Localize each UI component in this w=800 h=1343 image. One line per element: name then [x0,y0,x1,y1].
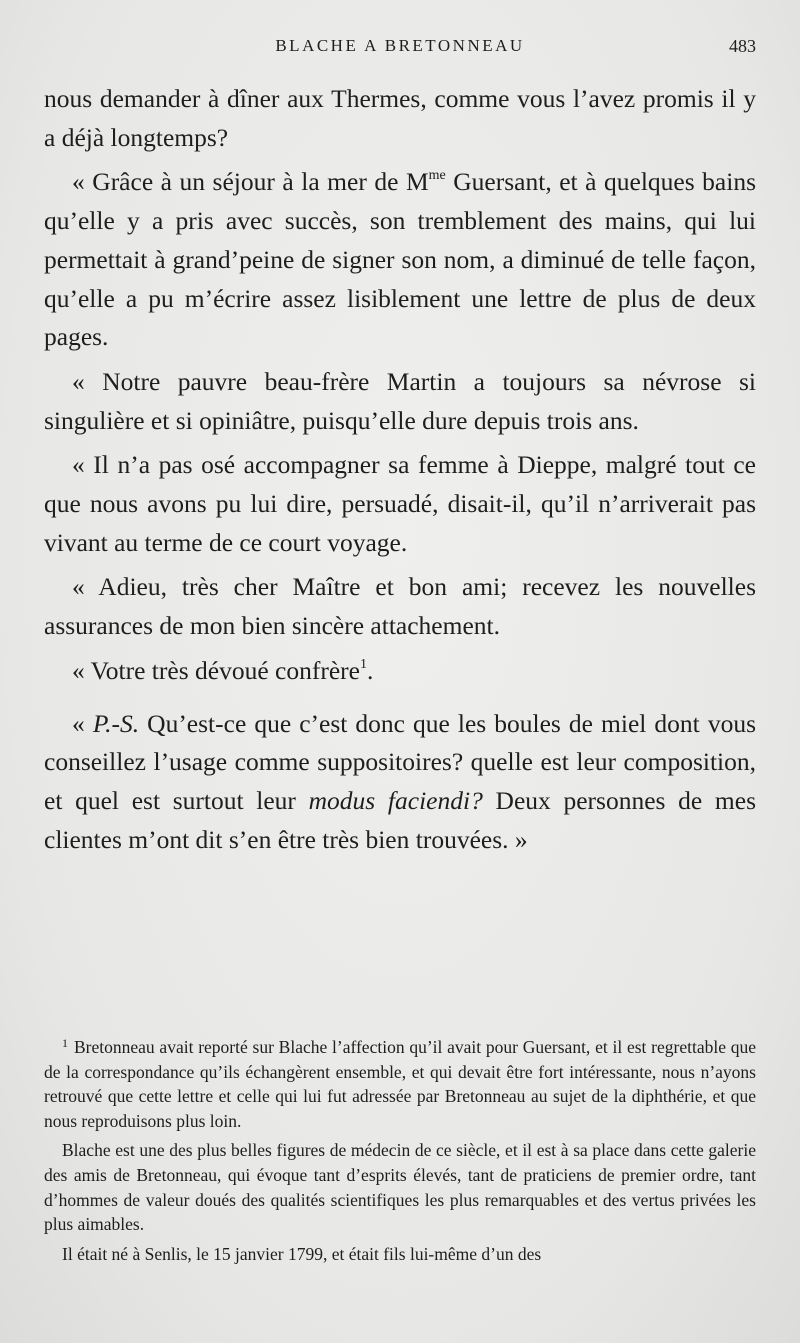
footnote-reference: 1 [359,656,367,672]
footnote: Il était né à Senlis, le 15 janvier 1799, et était fils lui-même d’un des [62,1243,542,1264]
footnotes [44,1035,756,1266]
paragraph: « Notre pauvre beau-frère Martin a toujours sa névrose si singulière et si opiniâtre, puisqu’elle dure depuis trois ans. [44,366,756,435]
footnote-marker: 1 [62,1036,68,1050]
superscript: me [428,168,446,184]
page-header [44,36,756,60]
page-number: 483 [729,36,756,56]
paragraph: « Grâce à un séjour à la mer de $M^{me}$ Guersant, et à quelques bains qu’elle y a pris avec succès, son tremblement des mains, qui lui permettait à grand’peine de signer son nom, a diminué de telle façon, qu’elle a pu m’écrire assez lisiblement une lettre de plus de deux pages. [44,167,756,352]
footnote: $^1$ Bretonneau avait reporté sur Blache l’affection qu’il avait pour Guersant, et il est regrettable que de la correspondance qu’ils échangèrent ensemble, et qui devait être fort intéressante, nous n’ayons retrouvé que cette lettre et celle qui lui fut adressée par Bretonneau au sujet de la diphthérie, et que nous reproduisons plus loin. [44,1036,756,1131]
paragraph: nous demander à dîner aux Thermes, comme vous l’avez promis il y a déjà longtemps? [44,84,756,152]
running-head: BLACHE A BRETONNEAU [275,36,525,55]
paragraph: « Il n’a pas osé accompagner sa femme à Dieppe, malgré tout ce que nous avons pu lui dire, persuadé, disait-il, qu’il n’arriverait pas vivant au terme de ce court voyage. [44,450,756,557]
footnote: Blache est une des plus belles figures de médecin de ce siècle, et il est à sa place dans cette galerie des amis de Bretonneau, qui évoque tant d’esprits élevés, tant de praticiens de premier ordre, tant d’hommes de valeur doués des qualités scientifiques les plus remarquables et des vertus privées les plus aimables. [44,1140,756,1235]
paragraph: « Votre très dévoué confrère$^1$. [72,655,374,685]
paragraph: « P.-S. Qu’est-ce que c’est donc que les boules de miel dont vous conseillez l’usage comme suppositoires? quelle est leur composition, et quel est surtout leur modus faciendi? Deux personnes de mes clientes m’ont dit s’en être très bien trouvées. » [44,708,756,854]
paragraph: « Adieu, très cher Maître et bon ami; recevez les nouvelles assurances de mon bien sincère attachement. [44,572,756,641]
main-text [44,80,756,859]
